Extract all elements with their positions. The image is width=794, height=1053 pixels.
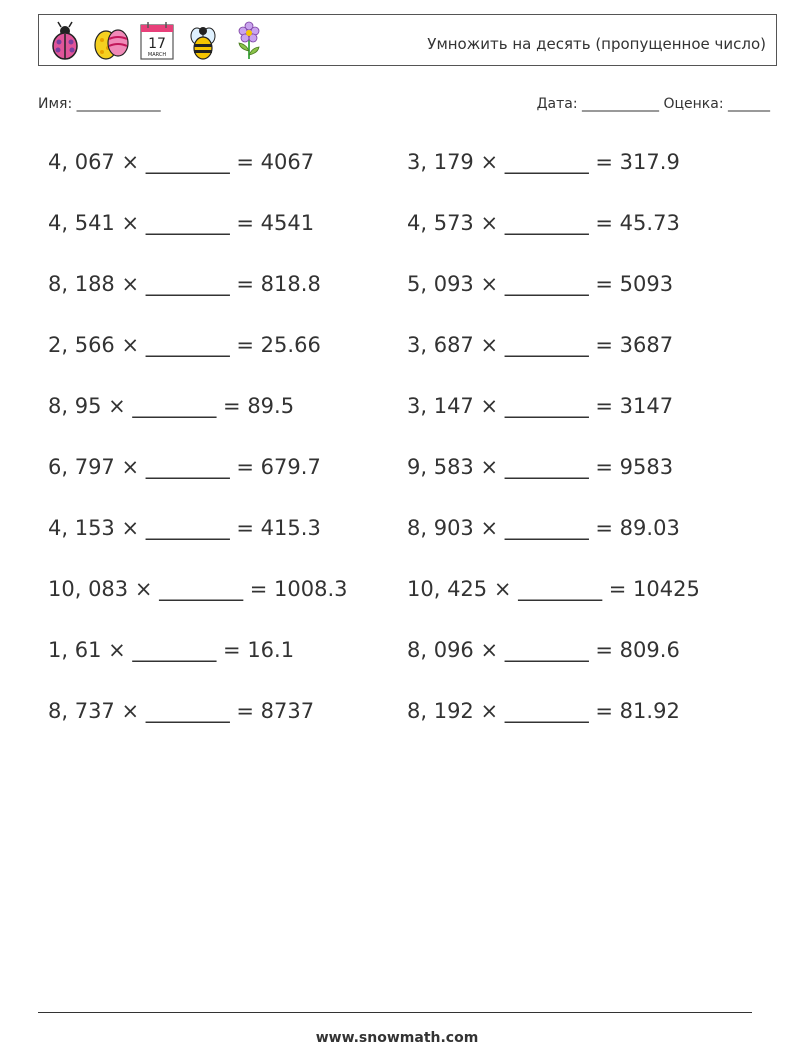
footer-website: www.snowmath.com bbox=[315, 1030, 479, 1046]
calendar-icon bbox=[139, 21, 175, 61]
problem-item: 8, 95 × ________ = 89.5 bbox=[48, 394, 295, 418]
problem-item: 4, 153 × ________ = 415.3 bbox=[48, 516, 321, 540]
calendar-day: 17 bbox=[148, 36, 166, 52]
flower-icon bbox=[231, 21, 267, 61]
bee-icon bbox=[185, 21, 221, 61]
problem-item: 4, 067 × ________ = 4067 bbox=[48, 150, 315, 174]
problem-item: 3, 179 × ________ = 317.9 bbox=[407, 150, 680, 174]
problem-item: 10, 425 × ________ = 10425 bbox=[407, 577, 700, 601]
problem-item: 8, 096 × ________ = 809.6 bbox=[407, 638, 680, 662]
problem-item: 10, 083 × ________ = 1008.3 bbox=[48, 577, 348, 601]
problem-item: 3, 147 × ________ = 3147 bbox=[407, 394, 674, 418]
problem-item: 3, 687 × ________ = 3687 bbox=[407, 333, 674, 357]
problem-item: 5, 093 × ________ = 5093 bbox=[407, 272, 674, 296]
problem-item: 6, 797 × ________ = 679.7 bbox=[48, 455, 321, 479]
problem-item: 8, 192 × ________ = 81.92 bbox=[407, 699, 680, 723]
calendar-month: MARCH bbox=[147, 52, 167, 58]
date-score-field-label: Дата: ___________ Оценка: ______ bbox=[536, 96, 770, 112]
problem-item: 1, 61 × ________ = 16.1 bbox=[48, 638, 295, 662]
easter-egg-icon bbox=[93, 21, 129, 61]
footer-divider bbox=[38, 1012, 752, 1013]
problem-item: 8, 737 × ________ = 8737 bbox=[48, 699, 315, 723]
name-field-label: Имя: ____________ bbox=[38, 96, 161, 112]
problem-item: 4, 573 × ________ = 45.73 bbox=[407, 211, 680, 235]
problem-item: 8, 188 × ________ = 818.8 bbox=[48, 272, 321, 296]
problem-item: 9, 583 × ________ = 9583 bbox=[407, 455, 674, 479]
problem-item: 4, 541 × ________ = 4541 bbox=[48, 211, 315, 235]
worksheet-header bbox=[38, 14, 777, 66]
problem-item: 8, 903 × ________ = 89.03 bbox=[407, 516, 680, 540]
header-icons bbox=[47, 21, 267, 61]
worksheet-title: Умножить на десять (пропущенное число) bbox=[427, 35, 766, 53]
ladybug-icon bbox=[47, 21, 83, 61]
problem-item: 2, 566 × ________ = 25.66 bbox=[48, 333, 321, 357]
